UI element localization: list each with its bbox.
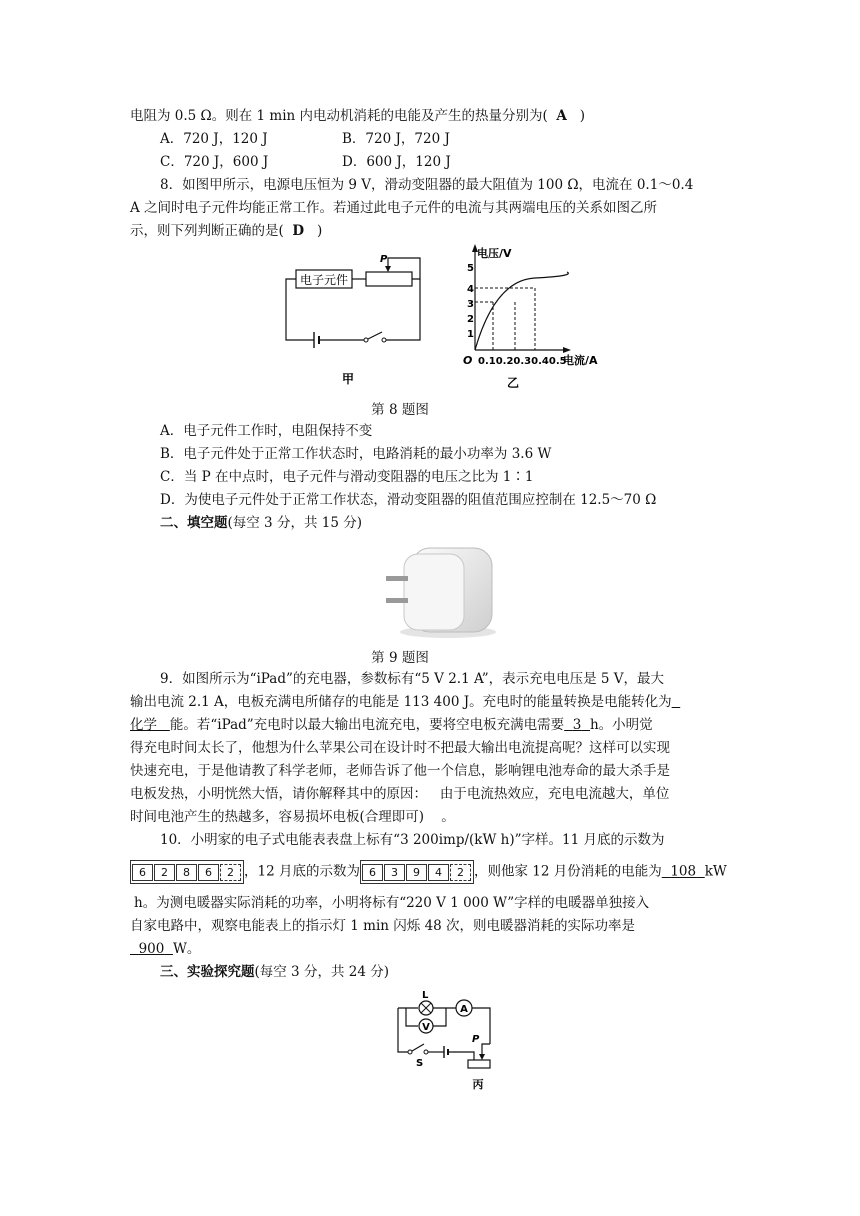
- q9-line7: 时间电池产生的热越多，容易损坏电板(合理即可) 。: [130, 809, 455, 825]
- lamp-label: L: [422, 990, 429, 1001]
- circuit-component-label: 电子元件: [299, 273, 349, 287]
- q9-answer-1: 化学: [130, 717, 157, 733]
- dec-digit: 6: [362, 864, 383, 881]
- dec-digit-decimal: 2: [450, 864, 471, 881]
- dec-digit: 9: [406, 864, 427, 881]
- meter-reading-november: [130, 860, 244, 884]
- graph-xticks: 0.10.20.30.40.5: [478, 356, 567, 367]
- q10-answer-1: 108: [670, 863, 697, 880]
- q8-option-d: D．为使电子元件处于正常工作状态，滑动变阻器的阻值范围应控制在 12.5～70 Ω: [160, 492, 657, 508]
- q8-option-b: B．电子元件处于正常工作状态时，电路消耗的最小功率为 3.6 W: [160, 446, 552, 462]
- q8-option-c: C．当 P 在中点时，电子元件与滑动变阻器的电压之比为 1∶1: [160, 469, 534, 485]
- ytick-1: 1: [467, 329, 474, 340]
- q9-line5: 快速充电，于是他请教了科学老师，老师告诉了他一个信息，影响锂电池寿命的最大杀手是: [130, 763, 670, 779]
- q8-circuit-diagram: [278, 248, 438, 388]
- q10-line2: 6 2 8 6 2 ，12 月底的示数为 6 3 9 4 2 ，则他家 12 月份消耗的电能为 108 kW: [130, 860, 727, 884]
- q9-figure-caption: 第 9 题图: [371, 650, 429, 666]
- section3-heading: 三、实验探究题(每空 3 分，共 24 分): [160, 964, 389, 980]
- q9-answer-3b: 时间电池产生的热越多，容易损坏电板(合理即可): [130, 809, 425, 825]
- ytick-5: 5: [467, 263, 474, 274]
- rheostat-icon: [468, 1060, 490, 1068]
- nov-digit: 6: [132, 864, 153, 881]
- q8-line2: A 之间时电子元件均能正常工作。若通过此电子元件的电流与其两端电压的关系如图乙所: [130, 200, 658, 216]
- q8-answer: D: [292, 223, 305, 239]
- dec-digit: 4: [428, 864, 449, 881]
- ytick-3: 3: [467, 299, 474, 310]
- q9-line3: 化学 能。若“iPad”充电时以最大输出电流充电，要将空电板充满电需要 3 h。小明觉: [130, 717, 653, 733]
- rheostat: [366, 272, 412, 286]
- q10-line1: 10．小明家的电子式电能表表盘上标有“3 200imp/(kW h)”字样。11 月底的示数为: [160, 832, 665, 848]
- voltmeter-label: V: [422, 1022, 430, 1033]
- ammeter-label: A: [460, 1004, 468, 1015]
- switch-label: S: [416, 1058, 424, 1069]
- q10-answer-2: 900: [138, 941, 165, 957]
- fig-bing-circuit: [390, 984, 500, 1096]
- dec-digit: 3: [384, 864, 405, 881]
- slider-label: P: [380, 254, 388, 265]
- q10-line4: 自家电路中，观察电能表上的指示灯 1 min 闪烁 48 次，则电暖器消耗的实际功率是: [130, 918, 636, 934]
- q10-line3: h。为测电暖器实际消耗的功率，小明将标有“220 V 1 000 W”字样的电暖器单独接入: [134, 895, 650, 911]
- q7-option-b: B．720 J，720 J: [342, 131, 450, 147]
- q8-line3: 示，则下列判断正确的是( D ): [130, 223, 323, 239]
- graph-xlabel: 电流/A: [563, 354, 598, 367]
- q7-answer: A: [556, 108, 567, 124]
- nov-digit-decimal: 2: [220, 864, 241, 881]
- fig-bing-label: 丙: [472, 1078, 484, 1091]
- meter-reading-december: [360, 860, 474, 884]
- ytick-2: 2: [467, 314, 474, 325]
- switch-icon: [412, 1044, 424, 1051]
- q8-option-a: A．电子元件工作时，电阻保持不变: [160, 423, 373, 439]
- fig-yi-label: 乙: [506, 376, 520, 390]
- ytick-4: 4: [467, 284, 474, 295]
- q7-option-c: C．720 J，600 J: [160, 154, 269, 170]
- q8-line1: 8．如图甲所示，电源电压恒为 9 V，滑动变阻器的最大阻值为 100 Ω，电流在 0.1～0.4: [160, 177, 694, 193]
- q8-graph: [455, 240, 615, 390]
- switch: [368, 332, 382, 339]
- section2-heading: 二、填空题(每空 3 分，共 15 分): [160, 515, 362, 531]
- q7-option-a: A．720 J，120 J: [160, 131, 268, 147]
- nov-digit: 8: [176, 864, 197, 881]
- q7-tail: 电阻为 0.5 Ω。则在 1 min 内电动机消耗的电能及产生的热量分别为( A ): [130, 108, 586, 124]
- q9-answer-3a: 由于电流热效应，充电电流越大，单位: [439, 786, 670, 802]
- fig-jia-label: 甲: [341, 372, 355, 386]
- graph-origin: O: [463, 354, 473, 367]
- q8-figure-caption: 第 8 题图: [371, 402, 429, 418]
- graph-ylabel: 电压/V: [477, 247, 512, 260]
- q7-option-d: D．600 J，120 J: [342, 154, 451, 170]
- q9-line4: 得充电时间太长了，他想为什么苹果公司在设计时不把最大输出电流提高呢？这样可以实现: [130, 740, 670, 756]
- q9-line1: 9．如图所示为“iPad”的充电器，参数标有“5 V 2.1 A”，表示充电电压是 5 V，最大: [160, 671, 665, 687]
- ipad-charger-image: [380, 540, 500, 640]
- nov-digit: 6: [198, 864, 219, 881]
- q9-line6: 电板发热，小明恍然大悟，请你解释其中的原因： 由于电流热效应，充电电流越大，单位: [130, 786, 670, 802]
- q9-answer-2: 3: [572, 717, 582, 733]
- q9-line2: 输出电流 2.1 A，电板充满电所储存的电能是 113 400 J。充电时的能量转换是电能转化为: [130, 694, 672, 710]
- nov-digit: 2: [154, 864, 175, 881]
- slider-p-label: P: [472, 1034, 480, 1045]
- graph-curve: [475, 272, 568, 350]
- q10-line5: 900 W。: [138, 941, 201, 957]
